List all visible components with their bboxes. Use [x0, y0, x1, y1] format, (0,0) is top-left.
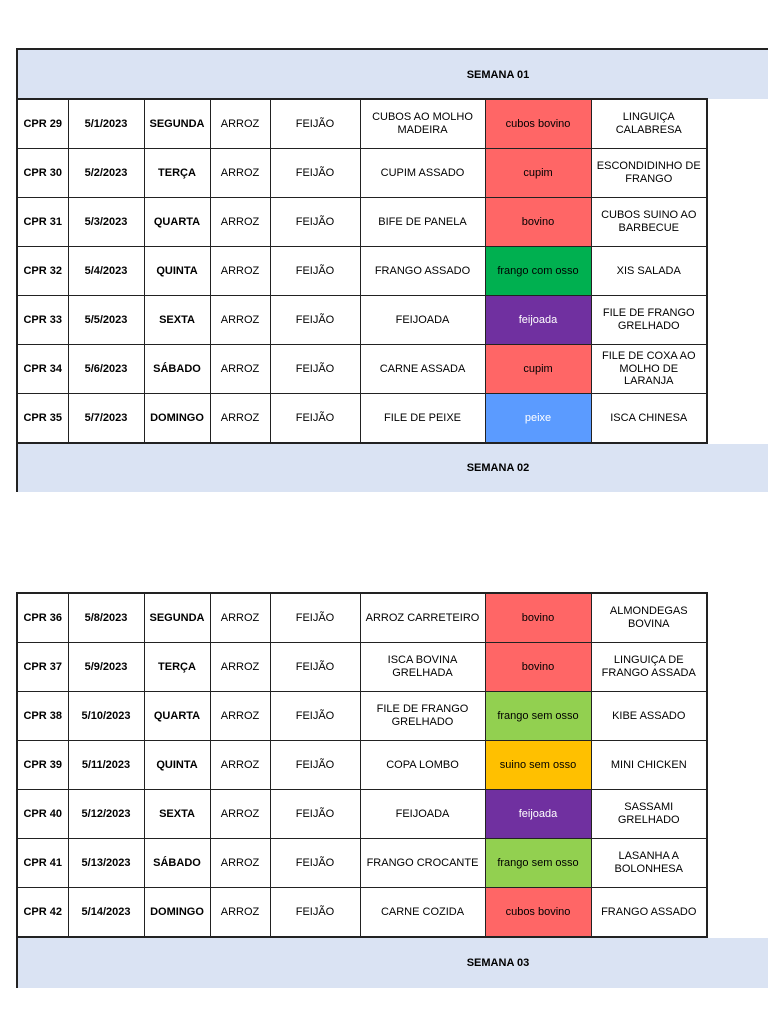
- cpr-code: CPR 42: [17, 888, 68, 938]
- protein-tag: cubos bovino: [485, 888, 591, 938]
- menu-date: 5/1/2023: [68, 99, 144, 149]
- side-rice: ARROZ: [210, 839, 270, 888]
- side-beans: FEIJÃO: [270, 247, 360, 296]
- main-dish: FRANGO CROCANTE: [360, 839, 485, 888]
- alternative-dish: ALMONDEGAS BOVINA: [591, 593, 707, 643]
- cpr-code: CPR 31: [17, 198, 68, 247]
- weekday: QUINTA: [144, 741, 210, 790]
- table-row: [17, 692, 707, 741]
- main-dish: COPA LOMBO: [360, 741, 485, 790]
- weekday: SÁBADO: [144, 345, 210, 394]
- table-row: [17, 839, 707, 888]
- side-rice: ARROZ: [210, 198, 270, 247]
- weekday: SEGUNDA: [144, 593, 210, 643]
- weekday: SÁBADO: [144, 839, 210, 888]
- protein-tag: frango com osso: [485, 247, 591, 296]
- protein-tag: suino sem osso: [485, 741, 591, 790]
- menu-date: 5/12/2023: [68, 790, 144, 839]
- weekday: QUINTA: [144, 247, 210, 296]
- protein-tag: frango sem osso: [485, 692, 591, 741]
- weekday: DOMINGO: [144, 888, 210, 938]
- cpr-code: CPR 35: [17, 394, 68, 444]
- cpr-code: CPR 30: [17, 149, 68, 198]
- week-2-table-wrapper: [16, 592, 708, 938]
- side-beans: FEIJÃO: [270, 296, 360, 345]
- week-1-table-wrapper: [16, 98, 708, 444]
- alternative-dish: CUBOS SUINO AO BARBECUE: [591, 198, 707, 247]
- protein-tag: peixe: [485, 394, 591, 444]
- main-dish: CARNE COZIDA: [360, 888, 485, 938]
- side-rice: ARROZ: [210, 593, 270, 643]
- alternative-dish: LINGUIÇA CALABRESA: [591, 99, 707, 149]
- side-beans: FEIJÃO: [270, 149, 360, 198]
- table-row: [17, 790, 707, 839]
- protein-tag: bovino: [485, 643, 591, 692]
- table-row: [17, 296, 707, 345]
- cpr-code: CPR 34: [17, 345, 68, 394]
- side-beans: FEIJÃO: [270, 790, 360, 839]
- weekday: QUARTA: [144, 198, 210, 247]
- main-dish: FILE DE PEIXE: [360, 394, 485, 444]
- side-beans: FEIJÃO: [270, 345, 360, 394]
- menu-date: 5/5/2023: [68, 296, 144, 345]
- weekday: DOMINGO: [144, 394, 210, 444]
- cpr-code: CPR 37: [17, 643, 68, 692]
- side-rice: ARROZ: [210, 99, 270, 149]
- side-rice: ARROZ: [210, 149, 270, 198]
- menu-date: 5/10/2023: [68, 692, 144, 741]
- table-row: [17, 198, 707, 247]
- alternative-dish: ISCA CHINESA: [591, 394, 707, 444]
- side-rice: ARROZ: [210, 692, 270, 741]
- alternative-dish: XIS SALADA: [591, 247, 707, 296]
- week-header-band: [16, 48, 768, 99]
- protein-tag: bovino: [485, 593, 591, 643]
- weekday: SEXTA: [144, 790, 210, 839]
- week-header-band: [16, 444, 768, 492]
- main-dish: ISCA BOVINA GRELHADA: [360, 643, 485, 692]
- protein-tag: bovino: [485, 198, 591, 247]
- week-2-rows: [17, 593, 707, 937]
- cpr-code: CPR 38: [17, 692, 68, 741]
- main-dish: BIFE DE PANELA: [360, 198, 485, 247]
- side-beans: FEIJÃO: [270, 692, 360, 741]
- table-row: [17, 741, 707, 790]
- table-row: [17, 643, 707, 692]
- alternative-dish: ESCONDIDINHO DE FRANGO: [591, 149, 707, 198]
- weekday: SEGUNDA: [144, 99, 210, 149]
- menu-date: 5/4/2023: [68, 247, 144, 296]
- week-1-rows: [17, 99, 707, 443]
- table-row: [17, 394, 707, 444]
- alternative-dish: FILE DE COXA AO MOLHO DE LARANJA: [591, 345, 707, 394]
- week-2-menu-table: [16, 592, 708, 938]
- menu-date: 5/6/2023: [68, 345, 144, 394]
- table-row: [17, 99, 707, 149]
- alternative-dish: LASANHA A BOLONHESA: [591, 839, 707, 888]
- table-row: [17, 247, 707, 296]
- protein-tag: cupim: [485, 345, 591, 394]
- table-row: [17, 345, 707, 394]
- menu-date: 5/2/2023: [68, 149, 144, 198]
- alternative-dish: KIBE ASSADO: [591, 692, 707, 741]
- cpr-code: CPR 40: [17, 790, 68, 839]
- alternative-dish: FRANGO ASSADO: [591, 888, 707, 938]
- main-dish: FILE DE FRANGO GRELHADO: [360, 692, 485, 741]
- menu-date: 5/3/2023: [68, 198, 144, 247]
- table-row: [17, 593, 707, 643]
- cpr-code: CPR 41: [17, 839, 68, 888]
- cpr-code: CPR 32: [17, 247, 68, 296]
- protein-tag: frango sem osso: [485, 839, 591, 888]
- side-rice: ARROZ: [210, 247, 270, 296]
- cpr-code: CPR 39: [17, 741, 68, 790]
- alternative-dish: LINGUIÇA DE FRANGO ASSADA: [591, 643, 707, 692]
- main-dish: CARNE ASSADA: [360, 345, 485, 394]
- weekday: QUARTA: [144, 692, 210, 741]
- side-rice: ARROZ: [210, 888, 270, 938]
- side-beans: FEIJÃO: [270, 643, 360, 692]
- side-beans: FEIJÃO: [270, 198, 360, 247]
- menu-date: 5/9/2023: [68, 643, 144, 692]
- week-header-label: SEMANA 02: [466, 462, 530, 474]
- protein-tag: feijoada: [485, 790, 591, 839]
- menu-date: 5/11/2023: [68, 741, 144, 790]
- weekday: TERÇA: [144, 149, 210, 198]
- protein-tag: cubos bovino: [485, 99, 591, 149]
- week-1-menu-table: [16, 98, 708, 444]
- side-beans: FEIJÃO: [270, 593, 360, 643]
- side-beans: FEIJÃO: [270, 394, 360, 444]
- cpr-code: CPR 29: [17, 99, 68, 149]
- alternative-dish: MINI CHICKEN: [591, 741, 707, 790]
- table-row: [17, 149, 707, 198]
- side-rice: ARROZ: [210, 643, 270, 692]
- cpr-code: CPR 36: [17, 593, 68, 643]
- main-dish: FRANGO ASSADO: [360, 247, 485, 296]
- protein-tag: cupim: [485, 149, 591, 198]
- cpr-code: CPR 33: [17, 296, 68, 345]
- weekday: TERÇA: [144, 643, 210, 692]
- main-dish: FEIJOADA: [360, 296, 485, 345]
- week-header-label: SEMANA 01: [466, 68, 530, 81]
- protein-tag: feijoada: [485, 296, 591, 345]
- side-beans: FEIJÃO: [270, 741, 360, 790]
- side-beans: FEIJÃO: [270, 839, 360, 888]
- main-dish: FEIJOADA: [360, 790, 485, 839]
- side-beans: FEIJÃO: [270, 99, 360, 149]
- weekday: SEXTA: [144, 296, 210, 345]
- main-dish: ARROZ CARRETEIRO: [360, 593, 485, 643]
- week-header-band: [16, 938, 768, 988]
- side-rice: ARROZ: [210, 345, 270, 394]
- menu-date: 5/14/2023: [68, 888, 144, 938]
- main-dish: CUBOS AO MOLHO MADEIRA: [360, 99, 485, 149]
- alternative-dish: SASSAMI GRELHADO: [591, 790, 707, 839]
- menu-date: 5/8/2023: [68, 593, 144, 643]
- side-rice: ARROZ: [210, 790, 270, 839]
- alternative-dish: FILE DE FRANGO GRELHADO: [591, 296, 707, 345]
- week-header-label: SEMANA 03: [466, 957, 530, 969]
- side-rice: ARROZ: [210, 394, 270, 444]
- side-rice: ARROZ: [210, 741, 270, 790]
- menu-date: 5/13/2023: [68, 839, 144, 888]
- side-rice: ARROZ: [210, 296, 270, 345]
- table-row: [17, 888, 707, 938]
- main-dish: CUPIM ASSADO: [360, 149, 485, 198]
- menu-date: 5/7/2023: [68, 394, 144, 444]
- side-beans: FEIJÃO: [270, 888, 360, 938]
